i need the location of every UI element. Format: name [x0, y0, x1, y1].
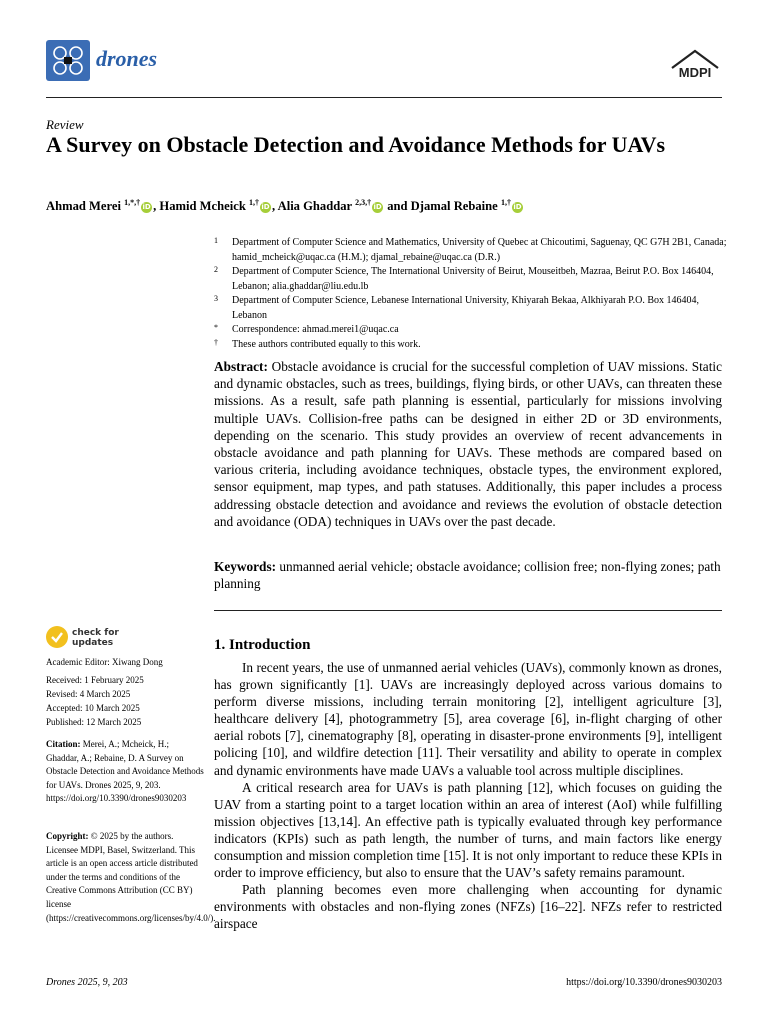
footer-doi-link[interactable]: https://doi.org/10.3390/drones9030203: [566, 977, 722, 988]
author-marks: 1,*,†: [124, 198, 141, 207]
equal-contribution-note: † These authors contributed equally to this work.: [214, 337, 421, 350]
academic-editor: Academic Editor: Xiwang Dong: [46, 657, 163, 667]
author-name[interactable]: Hamid Mcheick: [159, 199, 246, 214]
orcid-icon[interactable]: iD: [142, 203, 151, 212]
svg-text:MDPI: MDPI: [678, 65, 712, 80]
published-date: Published: 12 March 2025: [46, 717, 142, 727]
author-marks: 2,3,†: [355, 198, 372, 207]
article-type: Review: [46, 117, 84, 132]
abstract-label: Abstract:: [214, 359, 268, 374]
citation-text[interactable]: Merei, A.; Mcheick, H.; Ghaddar, A.; Rebaine, D. A Survey on Obstacle Detection and Avoidance Methods for UAVs. Drones 2025, 9, 203. https://doi.org/10.3390/drones9030203: [46, 739, 204, 804]
section-rule: [214, 610, 722, 611]
affiliation: 1 Department of Computer Science and Mathematics, University of Quebec at Chicoutimi, Saguenay, QC G7H 2B1, Canada; hamid_mcheick@uqac.ca (H.M.); djamal_rebaine@uqac.ca (D.R.): [214, 236, 727, 263]
author-marks: 1,†: [500, 198, 511, 207]
received-date: Received: 1 February 2025: [46, 675, 144, 685]
author-marks: 1,†: [248, 198, 259, 207]
correspondence: * Correspondence: ahmad.merei1@uqac.ca: [214, 323, 399, 335]
header-rule: [46, 97, 722, 98]
keywords-label: Keywords:: [214, 559, 277, 574]
check-icon: [46, 626, 68, 648]
drones-logo: [46, 40, 90, 81]
author-name[interactable]: Djamal Rebaine: [410, 199, 498, 214]
copyright: Copyright: © 2025 by the authors. Licensee MDPI, Basel, Switzerland. This article is an open access article distributed under the terms and conditions of the Creative Commons Attribution (CC BY) license (https://creativecommons.org/licenses/by/4.0/).: [46, 831, 216, 923]
author-name[interactable]: Alia Ghaddar: [277, 199, 352, 214]
keywords-text: unmanned aerial vehicle; obstacle avoidance; collision free; non-flying zones; path planning: [214, 559, 721, 592]
section-heading: 1. Introduction: [214, 637, 311, 653]
orcid-icon[interactable]: iD: [513, 203, 522, 212]
paragraph: Path planning becomes even more challenging when accounting for dynamic environments with obstacles and non-flying zones (NFZs) [16–22]. NFZs refer to restricted airspace: [214, 882, 722, 932]
paragraph: In recent years, the use of unmanned aerial vehicles (UAVs), commonly known as drones, has grown significantly [1]. UAVs are increasingly deployed across various domains to perform diverse missions, including terrain monitoring [2], intelligent agriculture [3], healthcare delivery [4], photogrammetry [5], area coverage [6], in-flight charging of other aerial robots [7], cinematography [8], operating in disaster-prone environments [9], intelligent policing [10], and wildfire detection [11]. Their versatility and ability to operate in complex and dynamic environments have made UAVs a valuable tool across multiple disciplines.: [214, 660, 722, 778]
abstract: [214, 358, 722, 530]
affiliation: 3 Department of Computer Science, Lebanese International University, Khiyarah Bekaa, Alkhiyarah P.O. Box 146404, Lebanon: [214, 294, 700, 321]
check-for-updates-label: check for updates: [72, 628, 119, 648]
article-title: A Survey on Obstacle Detection and Avoidance Methods for UAVs: [46, 132, 666, 157]
footer-journal-ref: Drones 2025, 9, 203: [46, 977, 128, 988]
drone-icon: [46, 40, 90, 81]
orcid-icon[interactable]: iD: [373, 203, 382, 212]
author-name[interactable]: Ahmad Merei: [46, 199, 121, 214]
paragraph: A critical research area for UAVs is path planning [12], which focuses on guiding the UAV from a starting point to a target location within an area of interest (AoI) while fulfilling mission objectives [13,14]. An effective path is typically evaluated through key performance indicators (KPIs) such as path length, the number of turns, and main factors like energy consumption and mission completion time [15]. It is not only important to reduce these KPIs in order to improve efficiency, but also to ensure that the UAV’s safety remains paramount.: [214, 779, 722, 881]
check-for-updates-badge[interactable]: [46, 626, 156, 652]
affiliation: 2 Department of Computer Science, The International University of Beirut, Mouseitbeh, Mazraa, Beirut P.O. Box 146404, Lebanon; alia.ghaddar@liu.edu.lb: [214, 265, 714, 292]
accepted-date: Accepted: 10 March 2025: [46, 703, 140, 713]
abstract-text: Obstacle avoidance is crucial for the successful completion of UAV missions. Static and dynamic obstacles, such as trees, buildings, flying birds, or other UAVs, can threaten these missions. As a result, safe path planning is essential, particularly for missions involving multiple UAVs. Collision-free paths can be designed in either 2D or 3D environments, depending on the scenario. This study provides an overview of recent advancements in obstacle avoidance and path planning for UAVs. These methods are compared based on various criteria, including avoidance techniques, obstacle types, the environment explored, sensor equipment, map types, and path statuses. Additionally, this paper includes a process addressing obstacle detection and avoidance and reviews the evolution of obstacle detection and avoidance (ODA) techniques in UAVs over the past decade.: [214, 359, 722, 529]
introduction-body: [214, 659, 722, 933]
keywords: [214, 558, 722, 592]
author-list: Ahmad Merei $^{1,*,\dagger}$iD , Hamid Mcheick $^{1,\dagger}$iD , Alia Ghaddar $^{2,3,\dagger}$iD and Djamal Rebaine $^{1,\dagger}$iD: [46, 198, 522, 214]
journal-name: drones: [96, 46, 158, 71]
citation: Citation: Merei, A.; Mcheick, H.; Ghaddar, A.; Rebaine, D. A Survey on Obstacle Detection and Avoidance Methods for UAVs. Drones 2025, 9, 203. https://doi.org/10.3390/drones9030203: [46, 739, 204, 804]
orcid-icon[interactable]: iD: [261, 203, 270, 212]
mdpi-logo: [668, 48, 722, 82]
revised-date: Revised: 4 March 2025: [46, 689, 131, 699]
copyright-text: © 2025 by the authors. Licensee MDPI, Basel, Switzerland. This article is an open access article distributed under the terms and conditions of the Creative Commons Attribution (CC BY) license (https://creativecommons.org/licenses/by/4.0/).: [46, 831, 216, 923]
affiliations: [214, 236, 734, 352]
